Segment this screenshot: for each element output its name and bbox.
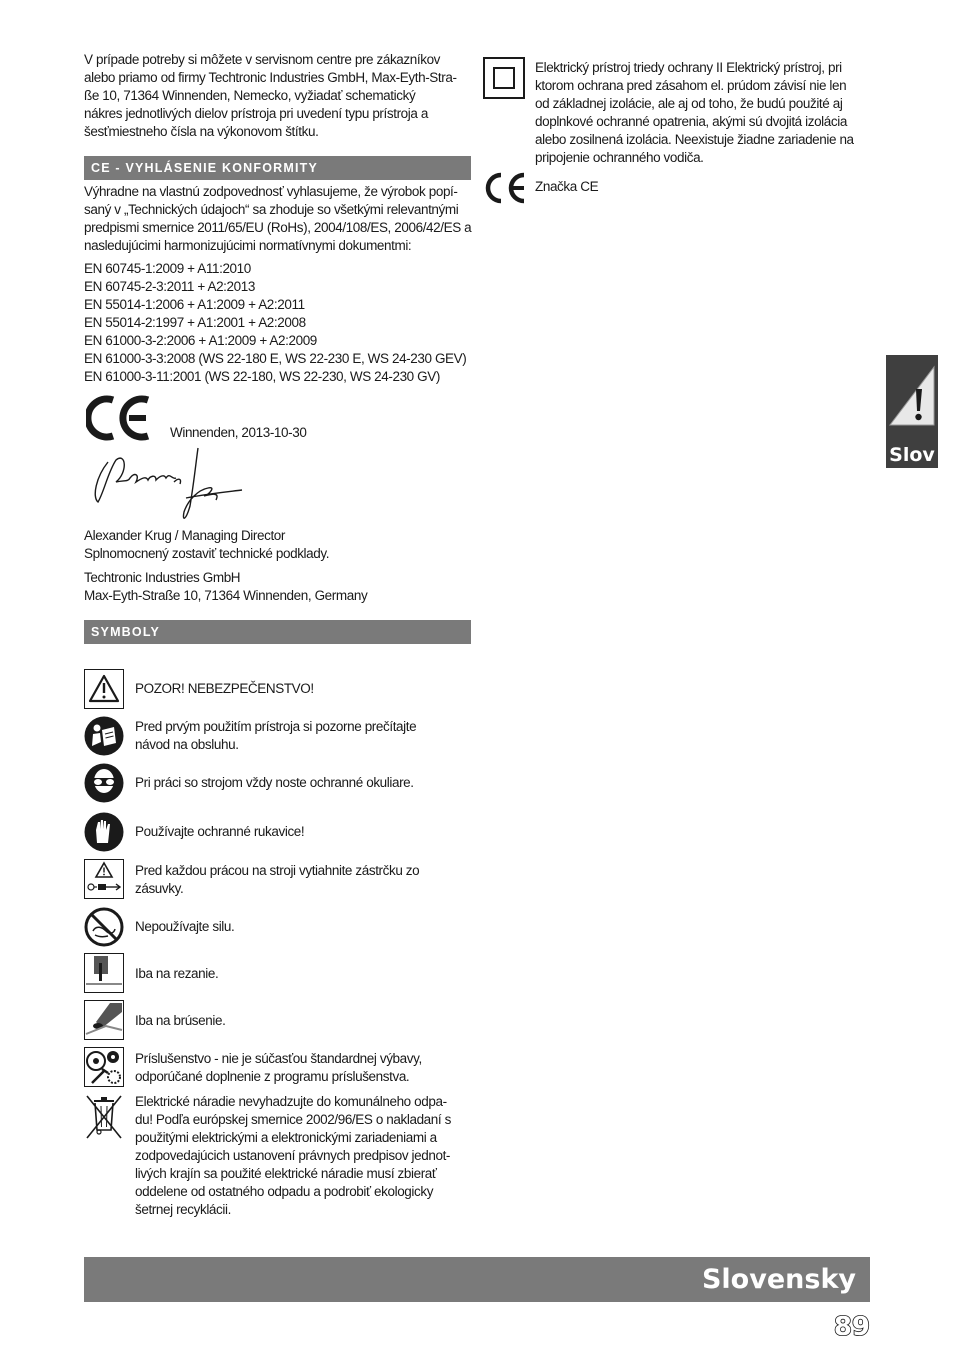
company-address: Techtronic Industries GmbH Max-Eyth-Straße 10, 71364 Winnenden, Germany <box>84 570 368 603</box>
symbol-text-goggles: Pri práci so strojom vždy noste ochranné okuliare. <box>135 775 414 790</box>
cutting-only-icon <box>84 953 124 993</box>
page-number: 89 <box>833 1312 870 1342</box>
unplug-icon <box>84 859 124 899</box>
symbol-text-no-force: Nepoužívajte silu. <box>135 919 235 934</box>
signer-name: Alexander Krug / Managing Director Splnomocnený zostaviť technické podklady. <box>84 528 330 561</box>
symbol-text-gloves: Používajte ochranné rukavice! <box>135 824 305 839</box>
symbol-text-manual: Pred prvým použitím prístroja si pozorne prečítajte návod na obsluhu. <box>135 719 417 752</box>
class-ii-text: Elektrický prístroj triedy ochrany II Elektrický prístroj, pri ktorom ochrana pred zásahom el. prúdom závisí nie len od základnej izolácie, ale aj od toho, že budú použité aj doplnkové ochranné opatrenia, akými sú dvojitá izolácia alebo zosilnená izolácia. Neexistuje žiadne zariadenie na pripojenie ochranného vodiča. <box>535 60 854 165</box>
ce-mark-text: Značka CE <box>535 179 599 194</box>
warning-triangle-icon <box>84 669 124 709</box>
signature <box>86 442 246 524</box>
safety-goggles-icon <box>84 763 124 803</box>
ce-declaration-heading: CE - VYHLÁSENIE KONFORMITY <box>84 156 471 180</box>
protective-gloves-icon <box>84 812 124 852</box>
class-ii-icon <box>483 57 525 99</box>
ce-mark-small-icon <box>483 172 527 204</box>
warning-exclamation-icon <box>888 359 936 431</box>
read-manual-icon <box>84 716 124 756</box>
side-tab-label: Slov <box>889 444 935 466</box>
ce-declaration-text: Výhradne na vlastnú zodpovednosť vyhlasujeme, že výrobok popí- saný v „Technických údajoch“ sa zhoduje so všetkými relevantnými predpismi smernice 2011/65/EU (RoHs), 2004/108/ES, 2006/42/ES a nasledujúcimi harmonizujúcimi normatívnymi dokumentmi: <box>84 184 472 253</box>
symbols-heading: SYMBOLY <box>84 620 471 644</box>
footer-language-bar <box>84 1257 870 1302</box>
symbol-text-cutting: Iba na rezanie. <box>135 966 219 981</box>
symbol-text-grinding: Iba na brúsenie. <box>135 1013 226 1028</box>
place-date: Winnenden, 2013-10-30 <box>170 425 307 440</box>
grinding-only-icon <box>84 1000 124 1040</box>
accessories-icon <box>84 1047 124 1087</box>
symbol-text-warning: POZOR! NEBEZPEČENSTVO! <box>135 681 314 696</box>
intro-paragraph: V prípade potreby si môžete v servisnom centre pre zákazníkov alebo priamo od firmy Techtronic Industries GmbH, Max-Eyth-Stra- ße 10, 71364 Winnenden, Nemecko, vyžiadať schematický nákres jednotlivých dielov prístroja pri uvedení typu prístroja a šesťmiestneho čísla na výkonovom štítku. <box>84 52 457 139</box>
symbol-text-unplug: Pred každou prácou na stroji vytiahnite zástrčku zo zásuvky. <box>135 863 420 896</box>
symbol-text-weee: Elektrické náradie nevyhadzujte do komunálneho odpa- du! Podľa európskej smernice 2002/96/ES o nakladaní s použitými elektrickými a elektronickými zariadeniami a zodpovedajúcich ustanovení právnych predpisov jednot- livých krajín sa použité elektrické náradie musí zbierať oddelene od ostatného odpadu a podrobiť ekologicky šetrnej recyklácii. <box>135 1094 451 1217</box>
footer-language-title: Slovensky <box>701 1264 856 1295</box>
weee-bin-icon <box>84 1094 124 1140</box>
language-side-tab <box>886 355 938 468</box>
standards-list: EN 60745-1:2009 + A11:2010 EN 60745-2-3:2011 + A2:2013 EN 55014-1:2006 + A1:2009 + A2:2011 EN 55014-2:1997 + A1:2001 + A2:2008 EN 61000-3-2:2006 + A1:2009 + A2:2009 EN 61000-3-3:2008 (WS 22-180 E, WS 22-230 E, WS 24-230 GEV) EN 61000-3-11:2001 (WS 22-180, WS 22-230, WS 24-230 GV) <box>84 261 467 384</box>
no-force-icon <box>84 907 124 947</box>
ce-mark-logo <box>86 395 152 441</box>
symbol-text-accessories: Príslušenstvo - nie je súčasťou štandardnej výbavy, odporúčané doplnenie z programu príslušenstva. <box>135 1051 422 1084</box>
